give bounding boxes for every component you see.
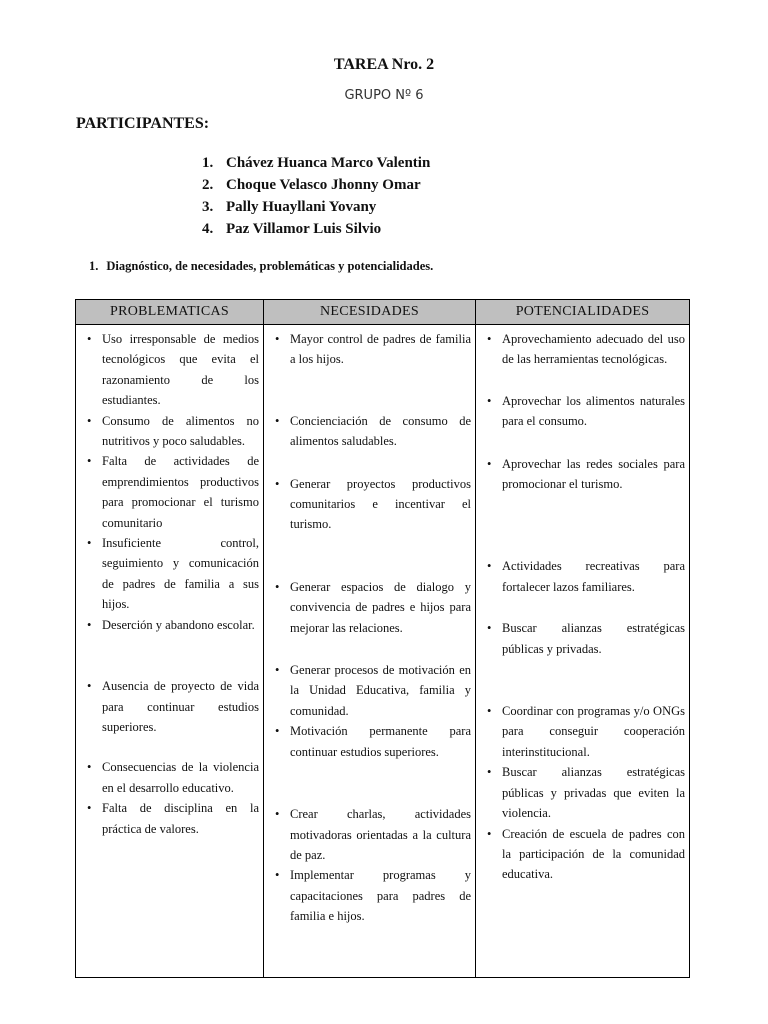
list-item: • Motivación permanente para continuar estudios superiores. bbox=[266, 721, 471, 762]
list-item: • Generar procesos de motivación en la Unidad Educativa, familia y comunidad. bbox=[266, 660, 471, 721]
header-potencialidades: POTENCIALIDADES bbox=[476, 300, 690, 325]
header-problematicas: PROBLEMATICAS bbox=[76, 300, 264, 325]
necesidades-cell bbox=[264, 325, 476, 978]
section-heading: 1. Diagnóstico, de necesidades, problemáticas y potencialidades. bbox=[89, 259, 434, 273]
list-item: • Crear charlas, actividades motivadoras orientadas a la cultura de paz. bbox=[266, 804, 471, 865]
group-subtitle: GRUPO Nº 6 bbox=[344, 88, 424, 103]
list-item: • Deserción y abandono escolar. bbox=[78, 615, 259, 635]
potencialidades-cell bbox=[476, 325, 690, 978]
list-item: • Consecuencias de la violencia en el desarrollo educativo. bbox=[78, 757, 259, 798]
participant-item: 4. Paz Villamor Luis Silvio bbox=[202, 221, 382, 237]
list-item: • Concienciación de consumo de alimentos saludables. bbox=[266, 411, 471, 452]
participant-item: 3. Pally Huayllani Yovany bbox=[202, 199, 377, 215]
header-necesidades: NECESIDADES bbox=[264, 300, 476, 325]
problematicas-cell bbox=[76, 325, 264, 978]
list-item: • Aprovechamiento adecuado del uso de las herramientas tecnológicas. bbox=[478, 329, 685, 370]
list-item: • Buscar alianzas estratégicas públicas y privadas. bbox=[478, 618, 685, 659]
list-item: • Generar espacios de dialogo y convivencia de padres e hijos para mejorar las relaciones. bbox=[266, 577, 471, 638]
list-item: • Buscar alianzas estratégicas públicas y privadas que eviten la violencia. bbox=[478, 762, 685, 823]
list-item: • Mayor control de padres de familia a los hijos. bbox=[266, 329, 471, 370]
list-item: • Implementar programas y capacitaciones para padres de familia e hijos. bbox=[266, 865, 471, 926]
list-item: • Generar proyectos productivos comunitarios e incentivar el turismo. bbox=[266, 474, 471, 535]
participant-name: Pally Huayllani Yovany bbox=[226, 199, 377, 215]
list-item: • Ausencia de proyecto de vida para continuar estudios superiores. bbox=[78, 676, 259, 737]
participant-name: Paz Villamor Luis Silvio bbox=[226, 221, 382, 237]
participant-item: 1. Chávez Huanca Marco Valentin bbox=[202, 155, 431, 171]
list-item: • Actividades recreativas para fortalecer lazos familiares. bbox=[478, 556, 685, 597]
diagnosis-table bbox=[75, 299, 690, 978]
list-item: • Coordinar con programas y/o ONGs para conseguir cooperación interinstitucional. bbox=[478, 701, 685, 762]
list-item: • Creación de escuela de padres con la participación de la comunidad educativa. bbox=[478, 824, 685, 885]
list-item: • Insuficiente control, seguimiento y comunicación de padres de familia a sus hijos. bbox=[78, 533, 259, 615]
participants-list bbox=[202, 152, 430, 240]
list-item: • Falta de disciplina en la práctica de valores. bbox=[78, 798, 259, 839]
list-item: • Falta de actividades de emprendimientos productivos para promocionar el turismo comunitario bbox=[78, 451, 259, 533]
participant-name: Choque Velasco Jhonny Omar bbox=[226, 177, 421, 193]
participant-item: 2. Choque Velasco Jhonny Omar bbox=[202, 177, 421, 193]
participants-heading: PARTICIPANTES: bbox=[76, 115, 210, 132]
list-item: • Consumo de alimentos no nutritivos y poco saludables. bbox=[78, 411, 259, 452]
list-item: • Aprovechar los alimentos naturales para el consumo. bbox=[478, 391, 685, 432]
document-title: TAREA Nro. 2 bbox=[333, 56, 435, 73]
list-item: • Uso irresponsable de medios tecnológicos que evita el razonamiento de los estudiantes. bbox=[78, 329, 259, 411]
list-item: • Aprovechar las redes sociales para promocionar el turismo. bbox=[478, 454, 685, 495]
participant-name: Chávez Huanca Marco Valentin bbox=[226, 155, 431, 171]
